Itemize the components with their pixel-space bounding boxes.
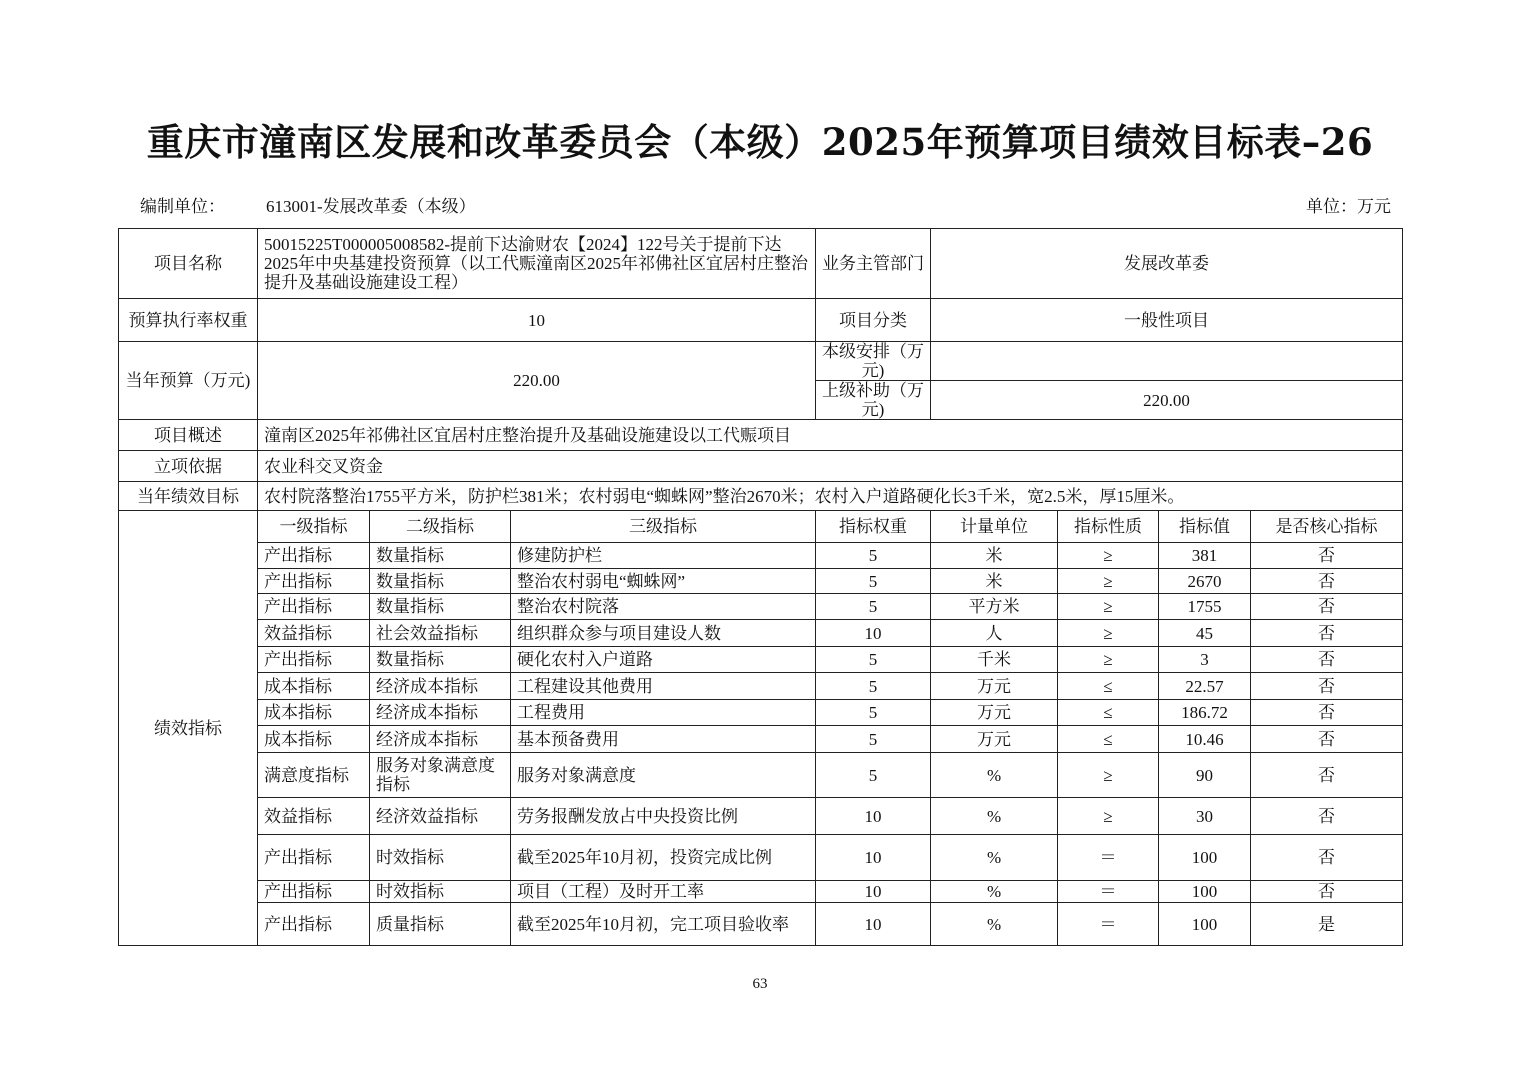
header-nature: 指标性质 <box>1058 511 1159 543</box>
category-label: 项目分类 <box>816 299 931 342</box>
indicator-row <box>119 881 1403 903</box>
indicator-level1: 产出指标 <box>258 594 370 620</box>
page-number: 63 <box>752 976 768 992</box>
indicator-row <box>119 726 1403 753</box>
indicator-value: 1755 <box>1159 594 1251 620</box>
indicator-weight: 5 <box>816 726 931 753</box>
indicator-level3: 组织群众参与项目建设人数 <box>511 620 816 647</box>
indicator-level2: 数量指标 <box>370 543 511 569</box>
indicator-core: 否 <box>1251 594 1403 620</box>
local-arrangement-value <box>931 342 1403 381</box>
dept-value: 发展改革委 <box>931 229 1403 299</box>
indicator-value: 381 <box>1159 543 1251 569</box>
indicator-level2: 服务对象满意度指标 <box>370 753 511 798</box>
indicator-core: 否 <box>1251 726 1403 753</box>
indicator-weight: 5 <box>816 700 931 726</box>
indicator-weight: 5 <box>816 543 931 569</box>
budget-label: 当年预算（万元) <box>119 342 258 420</box>
indicator-level3: 工程建设其他费用 <box>511 673 816 700</box>
indicator-level2: 经济成本指标 <box>370 700 511 726</box>
indicator-level1: 产出指标 <box>258 903 370 946</box>
indicator-core: 否 <box>1251 835 1403 881</box>
indicator-weight: 5 <box>816 753 931 798</box>
indicator-row <box>119 594 1403 620</box>
indicator-level1: 成本指标 <box>258 673 370 700</box>
indicator-core: 否 <box>1251 673 1403 700</box>
indicator-unit: % <box>931 835 1058 881</box>
indicator-level3: 截至2025年10月初，投资完成比例 <box>511 835 816 881</box>
local-arrangement-label: 本级安排（万元) <box>816 342 931 381</box>
indicator-unit: 米 <box>931 543 1058 569</box>
header-weight: 指标权重 <box>816 511 931 543</box>
indicator-level1: 满意度指标 <box>258 753 370 798</box>
basis-label: 立项依据 <box>119 451 258 482</box>
indicator-nature: ≥ <box>1058 569 1159 594</box>
compiling-unit-value: 613001-发展改革委（本级） <box>266 197 476 216</box>
indicator-weight: 5 <box>816 569 931 594</box>
indicator-weight: 5 <box>816 673 931 700</box>
indicator-header-row <box>119 511 1403 543</box>
indicator-weight: 10 <box>816 881 931 903</box>
header-unit: 计量单位 <box>931 511 1058 543</box>
indicator-row <box>119 835 1403 881</box>
indicator-value: 45 <box>1159 620 1251 647</box>
indicator-level1: 产出指标 <box>258 647 370 673</box>
indicator-nature: ＝ <box>1058 903 1159 946</box>
indicator-core: 是 <box>1251 903 1403 946</box>
indicator-unit: % <box>931 881 1058 903</box>
indicator-unit: 平方米 <box>931 594 1058 620</box>
indicator-level2: 时效指标 <box>370 881 511 903</box>
indicator-weight: 5 <box>816 647 931 673</box>
goal-label: 当年绩效目标 <box>119 482 258 511</box>
indicator-value: 100 <box>1159 835 1251 881</box>
indicator-unit: % <box>931 903 1058 946</box>
header-core: 是否核心指标 <box>1251 511 1403 543</box>
indicator-level2: 经济成本指标 <box>370 726 511 753</box>
project-name-value: 50015225T000005008582-提前下达渝财农【2024】122号关于提前下达2025年中央基建投资预算（以工代赈潼南区2025年祁佛社区宜居村庄整治提升及基础设施建设工程） <box>258 229 816 299</box>
overview-label: 项目概述 <box>119 420 258 451</box>
weight-label: 预算执行率权重 <box>119 299 258 342</box>
indicator-value: 186.72 <box>1159 700 1251 726</box>
project-name-label: 项目名称 <box>119 229 258 299</box>
indicator-nature: ≥ <box>1058 647 1159 673</box>
indicator-value: 3 <box>1159 647 1251 673</box>
indicators-section-label: 绩效指标 <box>119 511 258 946</box>
indicator-nature: ≥ <box>1058 798 1159 835</box>
indicator-level2: 经济效益指标 <box>370 798 511 835</box>
header-level3: 三级指标 <box>511 511 816 543</box>
budget-row <box>119 342 1403 381</box>
indicator-row <box>119 620 1403 647</box>
indicator-level3: 硬化农村入户道路 <box>511 647 816 673</box>
indicator-unit: 千米 <box>931 647 1058 673</box>
indicator-weight: 10 <box>816 835 931 881</box>
weight-row <box>119 299 1403 342</box>
indicator-row <box>119 647 1403 673</box>
indicator-unit: 万元 <box>931 700 1058 726</box>
indicator-unit: 人 <box>931 620 1058 647</box>
indicator-level3: 截至2025年10月初，完工项目验收率 <box>511 903 816 946</box>
indicator-unit: 万元 <box>931 673 1058 700</box>
indicator-level1: 成本指标 <box>258 700 370 726</box>
indicator-level3: 工程费用 <box>511 700 816 726</box>
indicator-level2: 社会效益指标 <box>370 620 511 647</box>
indicator-level2: 经济成本指标 <box>370 673 511 700</box>
indicator-core: 否 <box>1251 700 1403 726</box>
goal-value: 农村院落整治1755平方米，防护栏381米；农村弱电“蜘蛛网”整治2670米；农村入户道路硬化长3千米，宽2.5米，厚15厘米。 <box>258 482 1403 511</box>
indicator-level1: 产出指标 <box>258 835 370 881</box>
indicator-nature: ≥ <box>1058 753 1159 798</box>
superior-subsidy-label: 上级补助（万元) <box>816 381 931 420</box>
indicator-row <box>119 903 1403 946</box>
indicator-nature: ≥ <box>1058 594 1159 620</box>
indicator-value: 22.57 <box>1159 673 1251 700</box>
indicator-level2: 时效指标 <box>370 835 511 881</box>
indicator-nature: ≤ <box>1058 673 1159 700</box>
indicator-weight: 5 <box>816 594 931 620</box>
indicator-unit: % <box>931 798 1058 835</box>
page-title: 重庆市潼南区发展和改革委员会（本级）2025年预算项目绩效目标表–26 <box>146 120 1374 164</box>
header-level2: 二级指标 <box>370 511 511 543</box>
indicator-weight: 10 <box>816 798 931 835</box>
indicator-row <box>119 569 1403 594</box>
goal-row <box>119 482 1403 511</box>
indicator-row <box>119 753 1403 798</box>
weight-value: 10 <box>258 299 816 342</box>
overview-value: 潼南区2025年祁佛社区宜居村庄整治提升及基础设施建设以工代赈项目 <box>258 420 1403 451</box>
indicator-level3: 基本预备费用 <box>511 726 816 753</box>
indicator-nature: ≤ <box>1058 726 1159 753</box>
indicator-level1: 产出指标 <box>258 569 370 594</box>
indicator-level1: 效益指标 <box>258 798 370 835</box>
indicator-level2: 数量指标 <box>370 569 511 594</box>
indicator-unit: 万元 <box>931 726 1058 753</box>
indicator-nature: ≤ <box>1058 700 1159 726</box>
indicator-level2: 数量指标 <box>370 594 511 620</box>
indicator-unit: % <box>931 753 1058 798</box>
header-value: 指标值 <box>1159 511 1251 543</box>
indicator-core: 否 <box>1251 620 1403 647</box>
indicator-weight: 10 <box>816 903 931 946</box>
header-level1: 一级指标 <box>258 511 370 543</box>
indicator-value: 30 <box>1159 798 1251 835</box>
overview-row <box>119 420 1403 451</box>
indicator-level1: 产出指标 <box>258 543 370 569</box>
budget-value: 220.00 <box>258 342 816 420</box>
indicator-row <box>119 700 1403 726</box>
indicator-level3: 劳务报酬发放占中央投资比例 <box>511 798 816 835</box>
indicator-core: 否 <box>1251 569 1403 594</box>
indicator-level3: 项目（工程）及时开工率 <box>511 881 816 903</box>
indicator-level2: 数量指标 <box>370 647 511 673</box>
indicator-nature: ≥ <box>1058 543 1159 569</box>
performance-target-table <box>118 228 1403 946</box>
indicator-level3: 修建防护栏 <box>511 543 816 569</box>
compiling-unit-label: 编制单位： <box>140 197 225 216</box>
indicator-core: 否 <box>1251 798 1403 835</box>
indicator-level1: 效益指标 <box>258 620 370 647</box>
indicator-level2: 质量指标 <box>370 903 511 946</box>
indicator-level3: 整治农村弱电“蜘蛛网” <box>511 569 816 594</box>
indicator-unit: 米 <box>931 569 1058 594</box>
indicator-weight: 10 <box>816 620 931 647</box>
indicator-level3: 整治农村院落 <box>511 594 816 620</box>
dept-label: 业务主管部门 <box>816 229 931 299</box>
basis-value: 农业科交叉资金 <box>258 451 1403 482</box>
superior-subsidy-value: 220.00 <box>931 381 1403 420</box>
indicator-level1: 成本指标 <box>258 726 370 753</box>
indicator-core: 否 <box>1251 753 1403 798</box>
indicator-core: 否 <box>1251 881 1403 903</box>
category-value: 一般性项目 <box>931 299 1403 342</box>
project-name-row <box>119 229 1403 299</box>
currency-unit: 单位：万元 <box>1306 197 1391 216</box>
indicator-value: 10.46 <box>1159 726 1251 753</box>
indicator-level1: 产出指标 <box>258 881 370 903</box>
indicator-nature: ＝ <box>1058 835 1159 881</box>
indicator-value: 100 <box>1159 881 1251 903</box>
indicator-value: 90 <box>1159 753 1251 798</box>
indicator-row <box>119 673 1403 700</box>
indicator-value: 2670 <box>1159 569 1251 594</box>
basis-row <box>119 451 1403 482</box>
indicator-level3: 服务对象满意度 <box>511 753 816 798</box>
indicator-nature: ≥ <box>1058 620 1159 647</box>
indicator-row <box>119 543 1403 569</box>
indicator-nature: ＝ <box>1058 881 1159 903</box>
indicator-value: 100 <box>1159 903 1251 946</box>
indicator-row <box>119 798 1403 835</box>
indicator-core: 否 <box>1251 647 1403 673</box>
indicator-core: 否 <box>1251 543 1403 569</box>
